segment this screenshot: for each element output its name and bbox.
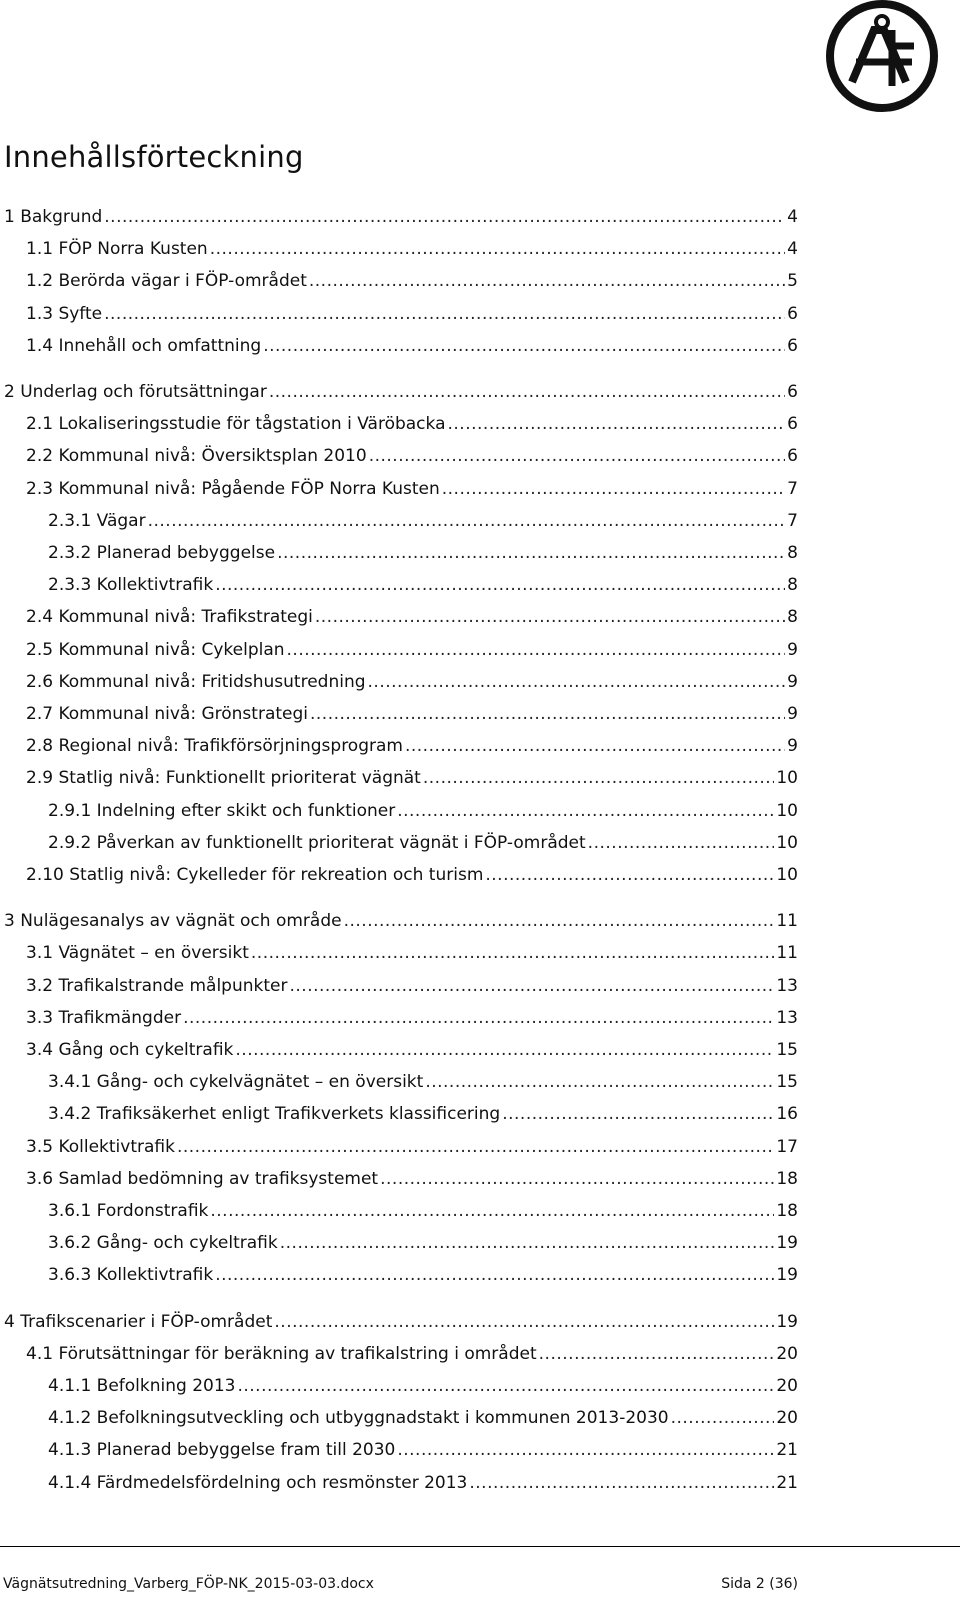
toc-leader-dots <box>210 238 785 260</box>
toc-entry-page: 19 <box>776 1233 798 1254</box>
toc-entry-label: 2.9.1 Indelning efter skikt och funktioner <box>48 800 396 821</box>
toc-entry[interactable] <box>4 375 798 403</box>
toc-entry-page: 21 <box>776 1440 798 1461</box>
toc-entry-label: 2.3.3 Kollektivtrafik <box>48 575 214 596</box>
toc-leader-dots <box>287 639 786 661</box>
toc-leader-dots <box>269 381 785 403</box>
toc-entry-label: 2.3 Kommunal nivå: Pågående FÖP Norra Kusten <box>26 478 440 499</box>
toc-entry[interactable] <box>48 1466 798 1494</box>
toc-entry-page: 20 <box>776 1343 798 1364</box>
toc-leader-dots <box>380 1168 774 1190</box>
toc-entry-page: 13 <box>776 1007 798 1028</box>
toc-leader-dots <box>315 606 785 628</box>
toc-entry-page: 4 <box>787 239 798 260</box>
toc-leader-dots <box>397 800 774 822</box>
toc-entry-label: 2.1 Lokaliseringsstudie för tågstation i Väröbacka <box>26 414 446 435</box>
toc-entry-page: 8 <box>787 543 798 563</box>
toc-entry-label: 4 Trafikscenarier i FÖP-området <box>4 1311 273 1332</box>
toc-entry-page: 8 <box>787 575 798 596</box>
toc-entry-page: 18 <box>776 1201 798 1221</box>
toc-entry-page: 5 <box>787 271 798 292</box>
toc-leader-dots <box>309 270 785 292</box>
toc-leader-dots <box>369 445 785 467</box>
toc-leader-dots <box>310 703 785 725</box>
toc-entry-page: 11 <box>776 943 798 964</box>
toc-leader-dots <box>539 1343 775 1365</box>
toc-entry[interactable] <box>26 969 798 997</box>
toc-entry-label: 3.4.2 Trafiksäkerhet enligt Trafikverkets klassificering <box>48 1104 501 1125</box>
toc-entry[interactable] <box>26 472 798 500</box>
toc-entry-page: 9 <box>787 736 798 757</box>
toc-entry[interactable] <box>48 536 798 564</box>
toc-entry[interactable] <box>26 858 798 886</box>
toc-leader-dots <box>274 1311 774 1333</box>
toc-entry[interactable] <box>48 1369 798 1397</box>
toc-entry[interactable] <box>26 439 798 467</box>
toc-leader-dots <box>215 1264 774 1286</box>
toc-entry[interactable] <box>48 1226 798 1254</box>
toc-entry-label: 3.6.1 Fordonstrafik <box>48 1201 209 1221</box>
toc-entry[interactable] <box>26 407 798 435</box>
toc-entry-page: 8 <box>787 607 798 628</box>
toc-entry-page: 10 <box>776 832 798 853</box>
toc-entry-label: 2.2 Kommunal nivå: Översiktsplan 2010 <box>26 446 367 467</box>
toc-leader-dots <box>280 1232 775 1254</box>
toc-entry-page: 6 <box>787 414 798 435</box>
toc-leader-dots <box>104 206 785 228</box>
toc-leader-dots <box>289 975 774 997</box>
toc-entry-page: 18 <box>776 1168 798 1189</box>
toc-entry-page: 7 <box>787 510 798 531</box>
toc-leader-dots <box>263 335 785 357</box>
toc-entry[interactable] <box>26 232 798 260</box>
toc-entry-label: 1.3 Syfte <box>26 303 103 324</box>
toc-leader-dots <box>235 1039 774 1061</box>
toc-entry[interactable] <box>26 1337 798 1365</box>
company-logo-icon <box>826 0 938 112</box>
toc-entry[interactable] <box>4 904 798 932</box>
footer-filename: Vägnätsutredning_Varberg_FÖP-NK_2015-03-03.docx <box>3 1576 374 1592</box>
toc-entry-label: 4.1.2 Befolkningsutveckling och utbyggnadstakt i kommunen 2013-2030 <box>48 1408 669 1429</box>
toc-leader-dots <box>485 864 774 886</box>
toc-entry-label: 3.1 Vägnätet – en översikt <box>26 943 249 964</box>
toc-entry[interactable] <box>48 826 798 854</box>
toc-entry-page: 17 <box>776 1136 798 1157</box>
toc-leader-dots <box>104 303 785 325</box>
toc-entry-page: 6 <box>787 382 798 402</box>
toc-entry[interactable] <box>26 297 798 325</box>
toc-entry[interactable] <box>48 1401 798 1429</box>
toc-entry[interactable] <box>26 329 798 357</box>
toc-entry-page: 15 <box>776 1072 798 1093</box>
toc-entry-page: 15 <box>776 1040 798 1060</box>
toc-entry[interactable] <box>48 1194 798 1222</box>
toc-leader-dots <box>671 1407 775 1429</box>
toc-leader-dots <box>368 671 786 693</box>
toc-entry[interactable] <box>26 1162 798 1190</box>
footer-page-info: Sida 2 (36) <box>721 1576 798 1592</box>
toc-entry[interactable] <box>26 697 798 725</box>
toc-entry-page: 6 <box>787 335 798 356</box>
toc-entry-label: 3.6.3 Kollektivtrafik <box>48 1265 214 1286</box>
toc-leader-dots <box>423 767 775 789</box>
toc-leader-dots <box>588 832 775 854</box>
toc-entry[interactable] <box>48 1433 798 1461</box>
toc-entry-page: 10 <box>776 865 798 885</box>
toc-entry[interactable] <box>48 1065 798 1093</box>
toc-leader-dots <box>344 910 775 932</box>
toc-entry-page: 9 <box>787 639 798 660</box>
toc-entry-label: 2.4 Kommunal nivå: Trafikstrategi <box>26 607 313 628</box>
toc-entry[interactable] <box>26 1130 798 1158</box>
toc-leader-dots <box>210 1200 774 1222</box>
toc-entry-label: 3 Nulägesanalys av vägnät och område <box>4 911 342 932</box>
toc-entry-page: 20 <box>776 1408 798 1429</box>
toc-entry-page: 6 <box>787 303 798 324</box>
toc-entry-page: 10 <box>776 768 798 789</box>
toc-entry-label: 1.1 FÖP Norra Kusten <box>26 239 208 260</box>
toc-entry-page: 20 <box>776 1376 798 1396</box>
toc-entry[interactable] <box>26 264 798 292</box>
toc-entry-label: 4.1.4 Färdmedelsfördelning och resmönster 2013 <box>48 1472 468 1493</box>
toc-entry-page: 13 <box>776 975 798 996</box>
toc-entry-label: 2.3.2 Planerad bebyggelse <box>48 543 276 563</box>
toc-leader-dots <box>237 1375 774 1397</box>
toc-entry-page: 16 <box>776 1104 798 1125</box>
toc-entry-label: 4.1.3 Planerad bebyggelse fram till 2030 <box>48 1440 396 1461</box>
toc-entry-label: 1.4 Innehåll och omfattning <box>26 335 262 356</box>
toc-entry-label: 2.8 Regional nivå: Trafikförsörjningsprogram <box>26 736 403 757</box>
toc-entry-page: 19 <box>776 1311 798 1332</box>
toc-entry[interactable] <box>26 761 798 789</box>
toc-entry-label: 2.7 Kommunal nivå: Grönstrategi <box>26 704 308 724</box>
toc-entry-page: 11 <box>776 911 798 932</box>
toc-leader-dots <box>183 1007 774 1029</box>
toc-entry[interactable] <box>26 729 798 757</box>
toc-entry[interactable] <box>26 600 798 628</box>
toc-leader-dots <box>405 735 785 757</box>
toc-entry-page: 10 <box>776 800 798 821</box>
toc-entry[interactable] <box>26 665 798 693</box>
toc-entry-page: 9 <box>787 704 798 724</box>
toc-entry-label: 1 Bakgrund <box>4 207 103 227</box>
toc-entry[interactable] <box>48 1258 798 1286</box>
toc-entry-label: 4.1 Förutsättningar för beräkning av trafikalstring i området <box>26 1343 537 1364</box>
toc-leader-dots <box>215 574 785 596</box>
toc-entry-label: 2 Underlag och förutsättningar <box>4 382 267 402</box>
toc-entry-label: 2.3.1 Vägar <box>48 510 146 531</box>
toc-entry-label: 2.9.2 Påverkan av funktionellt prioriterat vägnät i FÖP-området <box>48 832 586 853</box>
toc-leader-dots <box>177 1136 774 1158</box>
toc-entry-page: 9 <box>787 671 798 692</box>
toc-entry-label: 2.10 Statlig nivå: Cykelleder för rekreation och turism <box>26 865 484 885</box>
toc-entry[interactable] <box>48 504 798 532</box>
toc-entry[interactable] <box>26 1001 798 1029</box>
toc-entry[interactable] <box>26 936 798 964</box>
toc-entry-label: 2.6 Kommunal nivå: Fritidshusutredning <box>26 671 366 692</box>
toc-leader-dots <box>397 1439 774 1461</box>
toc-entry-page: 7 <box>787 478 798 499</box>
toc-entry-label: 3.4 Gång och cykeltrafik <box>26 1040 234 1060</box>
toc-entry-label: 2.9 Statlig nivå: Funktionellt prioriterat vägnät <box>26 768 421 789</box>
toc-entry[interactable] <box>48 1097 798 1125</box>
toc-entry-label: 3.4.1 Gång- och cykelvägnätet – en översikt <box>48 1072 424 1093</box>
toc-entry[interactable] <box>48 568 798 596</box>
toc-entry-label: 4.1.1 Befolkning 2013 <box>48 1376 236 1396</box>
toc-leader-dots <box>502 1103 774 1125</box>
toc-entry[interactable] <box>48 794 798 822</box>
toc-leader-dots <box>277 542 785 564</box>
toc-leader-dots <box>148 510 786 532</box>
footer-divider <box>0 1546 960 1547</box>
toc-entry-label: 1.2 Berörda vägar i FÖP-området <box>26 271 307 292</box>
toc-leader-dots <box>448 413 786 435</box>
toc-entry-label: 3.5 Kollektivtrafik <box>26 1136 175 1157</box>
toc-entry[interactable] <box>4 200 798 228</box>
toc-entry-page: 4 <box>787 207 798 227</box>
toc-leader-dots <box>469 1472 774 1494</box>
toc-leader-dots <box>442 478 785 500</box>
toc-entry-page: 19 <box>776 1265 798 1286</box>
page-title: Innehållsförteckning <box>4 140 304 174</box>
toc-entry-page: 6 <box>787 446 798 467</box>
toc-entry[interactable] <box>4 1305 798 1333</box>
toc-entry[interactable] <box>26 1033 798 1061</box>
toc-entry-label: 3.6.2 Gång- och cykeltrafik <box>48 1233 278 1254</box>
toc-leader-dots <box>251 942 774 964</box>
toc-entry-page: 21 <box>776 1472 798 1493</box>
toc-entry-label: 3.2 Trafikalstrande målpunkter <box>26 975 288 996</box>
toc-entry[interactable] <box>26 633 798 661</box>
toc-leader-dots <box>425 1071 774 1093</box>
toc-entry-label: 2.5 Kommunal nivå: Cykelplan <box>26 639 285 660</box>
toc-entry-label: 3.3 Trafikmängder <box>26 1007 182 1028</box>
toc-entry-label: 3.6 Samlad bedömning av trafiksystemet <box>26 1168 379 1189</box>
